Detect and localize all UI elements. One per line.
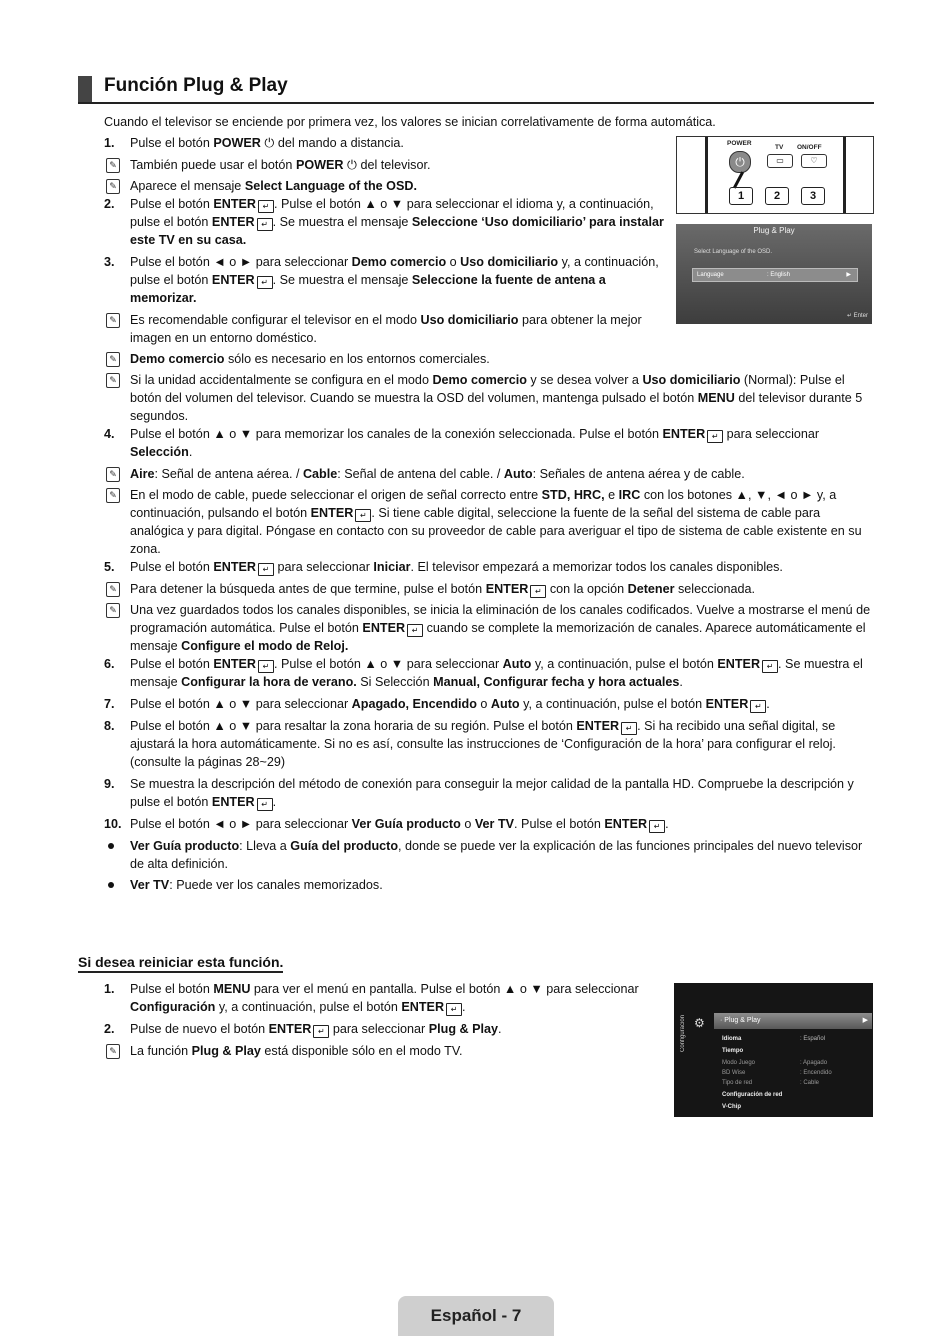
note: ✎ También puede usar el botón POWER ⏻ del televisor.	[104, 156, 876, 174]
note-icon: ✎	[106, 603, 120, 618]
step-2: 2. Pulse el botón ENTER ↵ . Pulse el botón ▲ o ▼ para seleccionar el idioma y, a continuación, pulse el botón ENTER ↵ . Se muestra el mensaje Seleccione ‘Uso domiciliario’ para instalar este TV en su casa.	[104, 197, 664, 247]
note-icon: ✎	[106, 488, 120, 503]
gear-icon: ⚙	[694, 1016, 705, 1030]
power-button-icon: ⏻	[729, 151, 751, 173]
enter-icon: ↵	[257, 218, 273, 231]
note: ✎ Aparece el mensaje Select Language of the OSD.	[104, 177, 876, 195]
step-3: 3. Pulse el botón ◄ o ► para seleccionar Demo comercio o Uso domiciliario y, a continuación, pulse el botón ENTER ↵ . Se muestra el mensaje Seleccione la fuente de antena a memorizar.	[104, 255, 659, 305]
arrow-right-icon: ▶	[862, 1017, 868, 1024]
osd-language-row: Language : English ▶	[692, 268, 858, 282]
menu-side-label: Configuración	[680, 1014, 686, 1052]
remote-illustration	[676, 136, 874, 214]
note-icon: ✎	[106, 373, 120, 388]
step-1: 1. Pulse el botón POWER ⏻ del mando a distancia.	[104, 136, 404, 150]
page-title: Función Plug & Play	[104, 75, 288, 96]
page-footer: Español - 7	[398, 1296, 554, 1336]
step-5: 5. Pulse el botón ENTER ↵ para seleccionar Iniciar. El televisor empezará a memorizar todos los canales disponibles.	[104, 560, 783, 574]
osd-screenshot	[676, 224, 872, 324]
reset-step-1: 1. Pulse el botón MENU para ver el menú en pantalla. Pulse el botón ▲ o ▼ para seleccionar Configuración y, a continuación, pulse el botón ENTER ↵ .	[104, 982, 639, 1014]
note: ✎ Si la unidad accidentalmente se configura en el modo Demo comercio y se desea volver a Uso domiciliario (Normal): Pulse el botón del volumen del televisor. Cuando se muestra la OSD del volumen, mantenga pulsado el botón MENU del televisor durante 5 segundos.	[104, 371, 876, 425]
bullet-dot	[108, 843, 114, 849]
enter-icon: ↵	[258, 200, 274, 213]
remote-edge	[705, 137, 708, 213]
enter-icon: ↵	[258, 660, 274, 673]
osd-title: Plug & Play	[753, 226, 795, 235]
number-button: 2	[765, 187, 789, 205]
enter-icon: ↵	[762, 660, 778, 673]
step-7: 7. Pulse el botón ▲ o ▼ para seleccionar Apagado, Encendido o Auto y, a continuación, pulse el botón ENTER ↵ .	[104, 697, 770, 711]
osd-enter: ↵ Enter	[846, 313, 868, 319]
osd-message: Select Language of the OSD.	[694, 249, 773, 255]
enter-icon: ↵	[649, 820, 665, 833]
note-icon: ✎	[106, 1044, 120, 1059]
note-icon: ✎	[106, 158, 120, 173]
note: ✎ Una vez guardados todos los canales disponibles, se inicia la eliminación de los canales codificados. Vuelve a mostrarse el menú de programación automática. Pulse el botón ENTER ↵ cuando se complete la memorización de canales. Aparece automáticamente el mensaje Configure el modo de Reloj.	[104, 601, 876, 655]
power-label: POWER	[727, 140, 752, 147]
bullet-dot	[108, 882, 114, 888]
note: ✎ En el modo de cable, puede seleccionar el origen de señal correcto entre STD, HRC, e IRC con los botones ▲, ▼, ◄ o ► y, a continuación, pulsando el botón ENTER ↵ . Si tiene cable digital, seleccione la fuente de la señal del sistema de cable para analógica y para digital. Póngase en contacto con su proveedor de cable para averiguar el tipo de sistema de cable existente en su zona.	[104, 486, 876, 558]
step-9: 9. Se muestra la descripción del método de conexión para conseguir la mejor calidad de la pantalla HD. Compruebe la descripción y pulse el botón ENTER ↵ .	[104, 777, 854, 809]
note: ✎ Demo comercio sólo es necesario en los entornos comerciales.	[104, 350, 876, 368]
note: ✎ La función Plug & Play está disponible sólo en el modo TV.	[104, 1042, 666, 1060]
note: ✎ Aire: Señal de antena aérea. / Cable: Señal de antena del cable. / Auto: Señales de antena aérea y de cable.	[104, 465, 876, 483]
enter-icon: ↵	[257, 276, 273, 289]
bullet-item: Ver TV: Puede ver los canales memorizados.	[104, 876, 876, 894]
bullet-item: Ver Guía producto: Lleva a Guía del producto, donde se puede ver la explicación de las funciones principales del nuevo televisor de alta definición.	[104, 837, 876, 873]
enter-icon: ↵	[446, 1003, 462, 1016]
step-10: 10. Pulse el botón ◄ o ► para seleccionar Ver Guía producto o Ver TV. Pulse el botón ENTER ↵ .	[104, 817, 669, 831]
note-icon: ✎	[106, 352, 120, 367]
enter-icon: ↵	[355, 509, 371, 522]
note: ✎ Es recomendable configurar el televisor en el modo Uso domiciliario para obtener la mejor imagen en un entorno doméstico.	[104, 311, 876, 347]
reset-step-2: 2. Pulse de nuevo el botón ENTER ↵ para seleccionar Plug & Play.	[104, 1022, 502, 1036]
tv-button-icon: ▭	[767, 154, 793, 168]
remote-edge	[843, 137, 846, 213]
step-4: 4. Pulse el botón ▲ o ▼ para memorizar los canales de la conexión seleccionada. Pulse el botón ENTER ↵ para seleccionar Selección.	[104, 427, 820, 459]
enter-icon: ↵	[530, 585, 546, 598]
step-8: 8. Pulse el botón ▲ o ▼ para resaltar la zona horaria de su región. Pulse el botón ENTER ↵ . Si ha recibido una señal digital, se ajustará la hora automáticamente. Si no es así, consulte las instrucciones de ‘Configuración de la hora’ para configurar el reloj. (consulte la páginas 28~29)	[104, 719, 836, 769]
settings-menu-screenshot: Configuración ⚙ · Plug & Play ▶ Idioma : Español Tiempo Modo Juego : Apagado BD Wise : Encendido Tipo de red : Cable Configuración de red V-Chip	[674, 983, 873, 1117]
tv-label: TV	[775, 144, 784, 151]
intro-text: Cuando el televisor se enciende por primera vez, los valores se inician correlativamente de forma automática.	[104, 115, 716, 129]
step-6: 6. Pulse el botón ENTER ↵ . Pulse el botón ▲ o ▼ para seleccionar Auto y, a continuación, pulse el botón ENTER ↵ . Se muestra el mensaje Configurar la hora de verano. Si Selección Manual, Configurar fecha y hora actuales.	[104, 657, 863, 689]
enter-icon: ↵	[258, 563, 274, 576]
enter-icon: ↵	[621, 722, 637, 735]
menu-highlight-row: · Plug & Play ▶	[714, 1013, 872, 1029]
enter-icon: ↵	[707, 430, 723, 443]
number-button: 3	[801, 187, 825, 205]
reset-steps	[104, 980, 666, 1060]
heading-bar	[78, 76, 92, 102]
light-button-icon: ♡	[801, 154, 827, 168]
arrow-right-icon: ▶	[846, 272, 851, 278]
enter-icon: ↵	[257, 798, 273, 811]
onoff-label: ON/OFF	[797, 144, 822, 151]
note-icon: ✎	[106, 582, 120, 597]
section-heading	[78, 72, 874, 104]
note-icon: ✎	[106, 313, 120, 328]
note-icon: ✎	[106, 179, 120, 194]
section-subheading: Si desea reiniciar esta función.	[78, 953, 283, 973]
note-icon: ✎	[106, 467, 120, 482]
enter-icon: ↵	[407, 624, 423, 637]
note: ✎ Para detener la búsqueda antes de que termine, pulse el botón ENTER ↵ con la opción Detener seleccionada.	[104, 580, 876, 598]
enter-icon: ↵	[750, 700, 766, 713]
number-button: 1	[729, 187, 753, 205]
enter-icon: ↵	[313, 1025, 329, 1038]
